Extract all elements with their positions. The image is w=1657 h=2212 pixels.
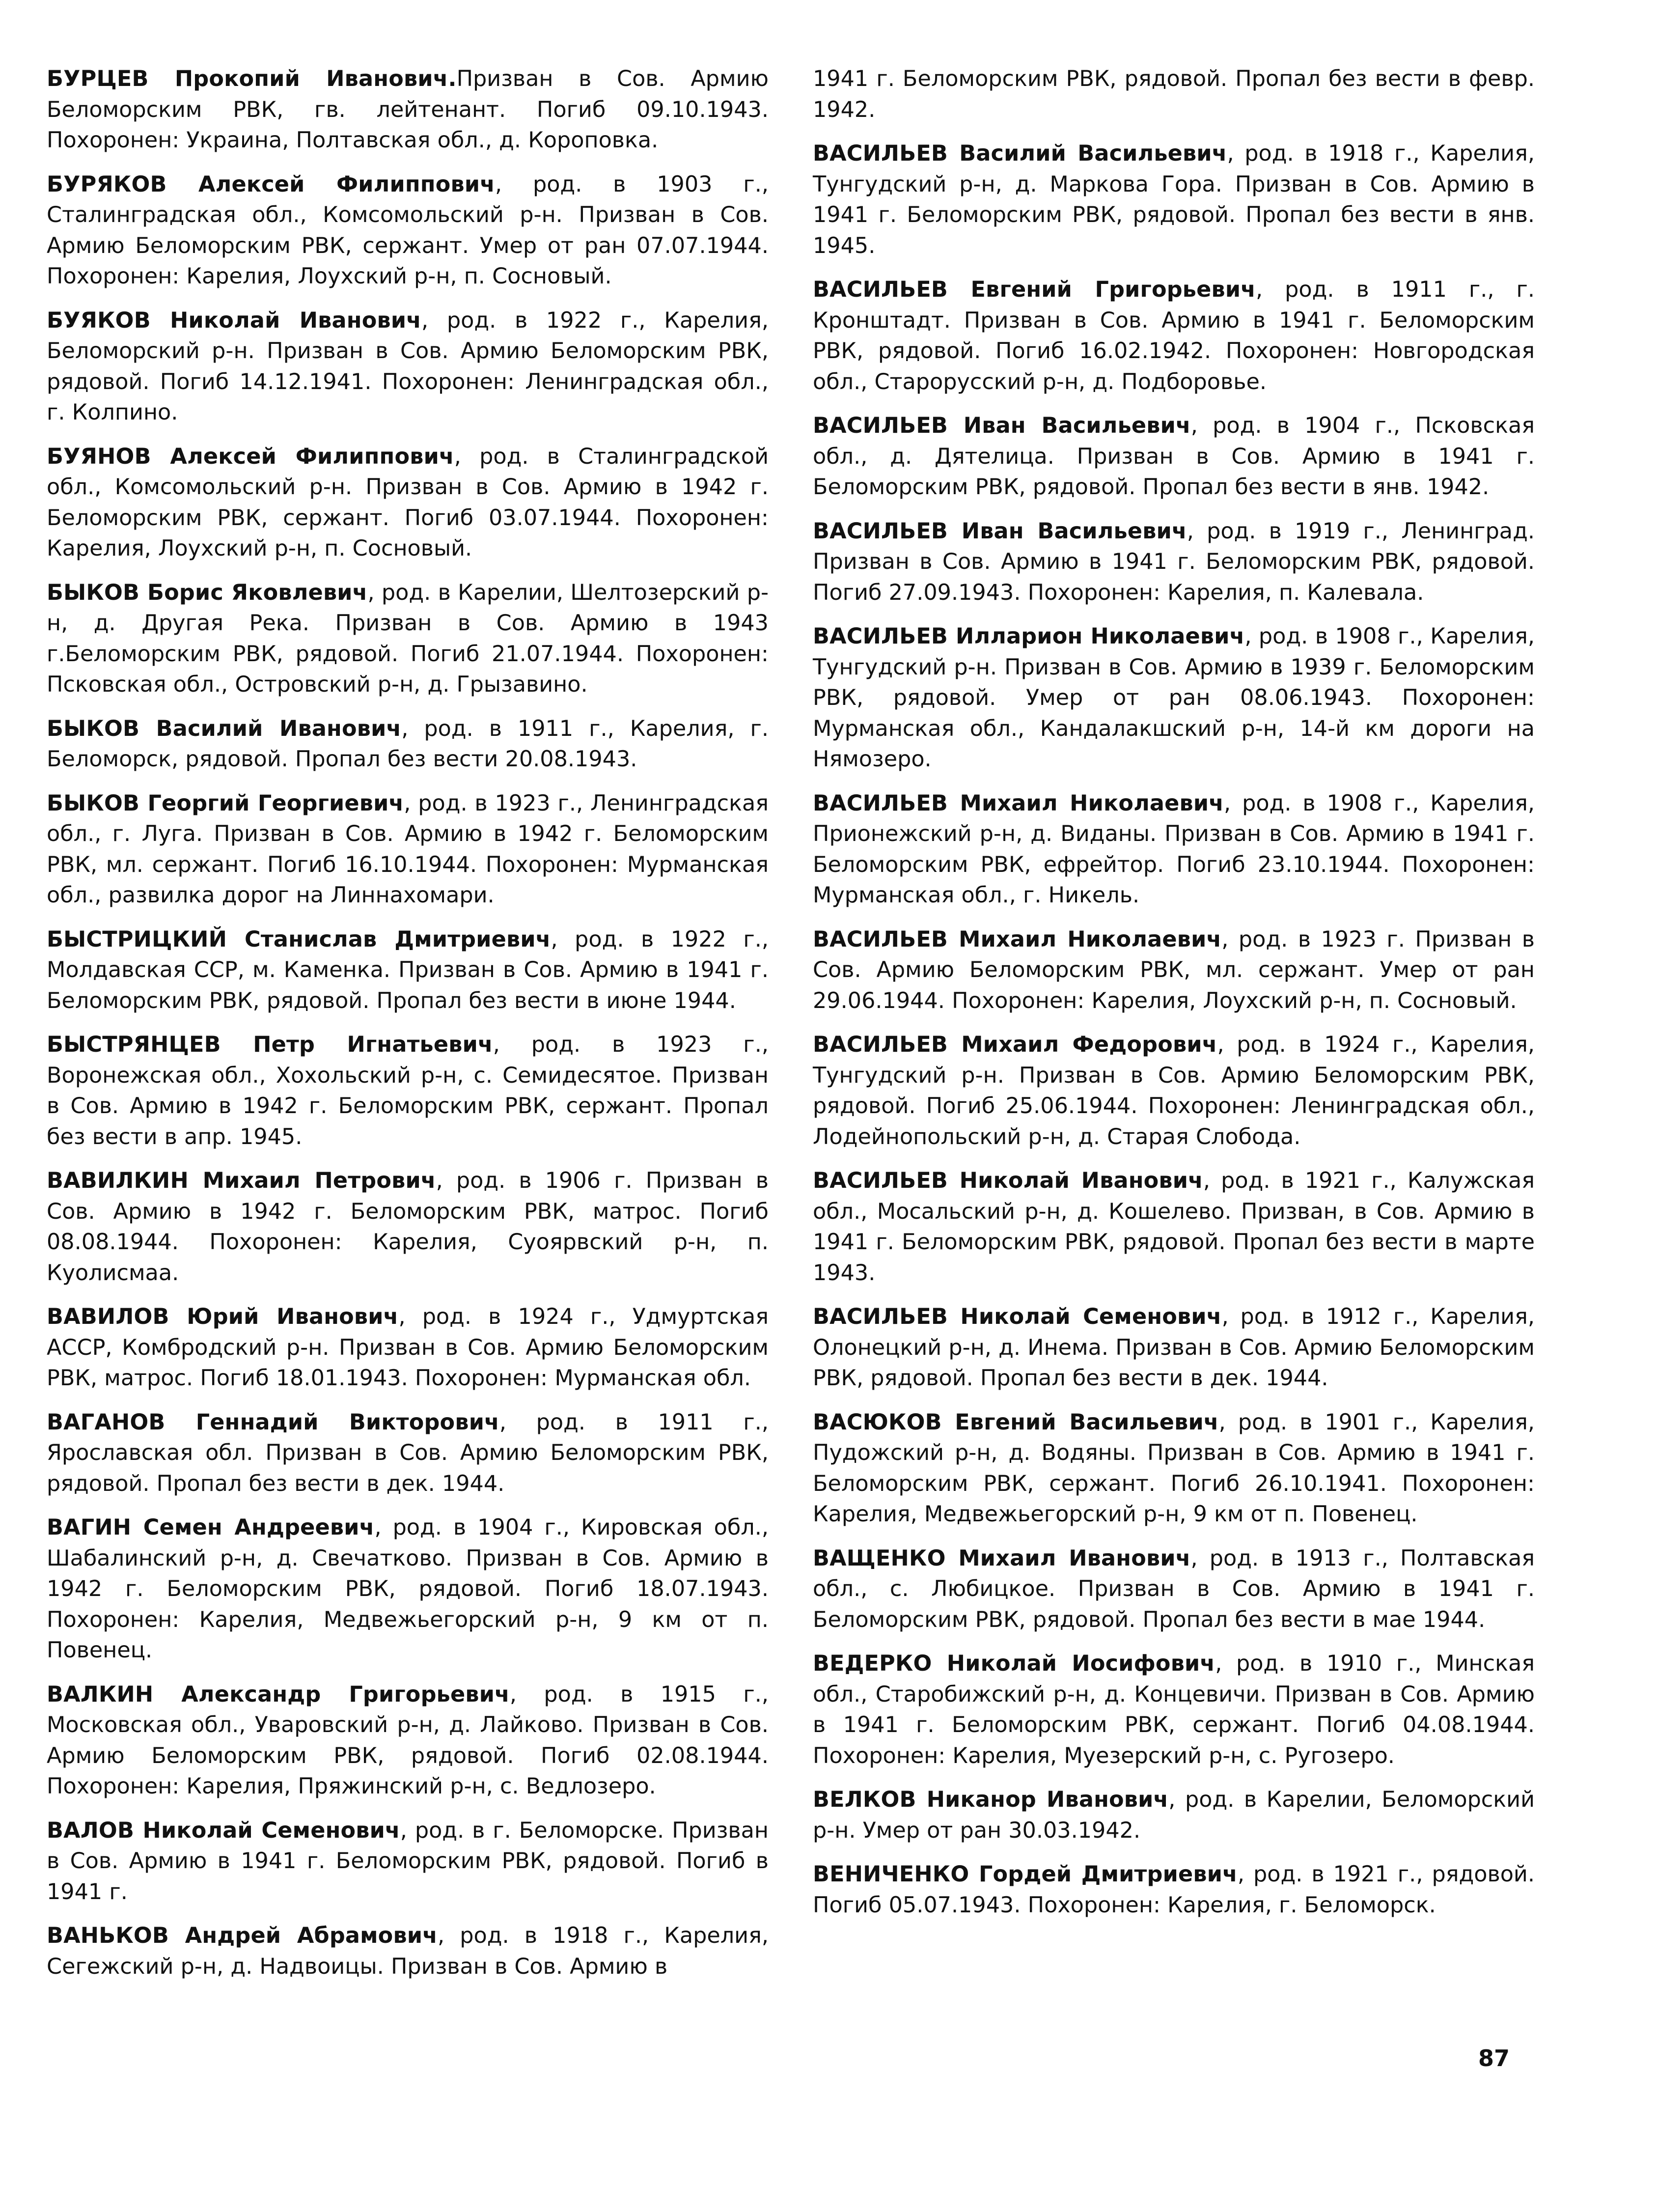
entry-details: , род. в 1906 г. Призван в Сов. Армию в 1942 г. Беломорским РВК, матрос. Погиб 08.08.1944. Похоронен: Карелия, Суоярвский р-н, п. Куолисмаа. bbox=[47, 1168, 769, 1286]
entry-details: , род. в 1922 г., Карелия, Беломорский р-н. Призван в Сов. Армию Беломорским РВК, рядовой. Погиб 14.12.1941. Похоронен: Ленинградская обл., г. Колпино. bbox=[47, 308, 769, 425]
register-entry bbox=[47, 1030, 769, 1152]
person-name: ВАСИЛЬЕВ Михаил Николаевич bbox=[813, 926, 1222, 952]
person-name: ВАСИЛЬЕВ Илларион Николаевич bbox=[813, 624, 1245, 649]
entry-details: Призван в Сов. Армию Беломорским РВК, гв. лейтенант. Погиб 09.10.1943. Похоронен: Украина, Полтавская обл., д. Короповка. bbox=[47, 66, 769, 153]
entry-details: , род. в 1904 г., Псковская обл., д. Дятелица. Призван в Сов. Армию в 1941 г. Беломорским РВК, рядовой. Пропал без вести в янв. 1942. bbox=[813, 413, 1535, 500]
person-name: БЫКОВ Борис Яковлевич bbox=[47, 580, 368, 605]
entry-details: , род. в 1901 г., Карелия, Пудожский р-н, д. Водяны. Призван в Сов. Армию в 1941 г. Беломорским РВК, сержант. Погиб 26.10.1941. Похоронен: Карелия, Медвежьегорский р-н, 9 км от п. Повенец. bbox=[813, 1409, 1535, 1527]
person-name: ВАСИЛЬЕВ Евгений Григорьевич bbox=[813, 277, 1256, 302]
entry-details: , род. в 1912 г., Карелия, Олонецкий р-н, д. Инема. Призван в Сов. Армию Беломорским РВК, рядовой. Пропал без вести в дек. 1944. bbox=[813, 1304, 1535, 1391]
register-entry bbox=[47, 64, 769, 156]
person-name: ВАСЮКОВ Евгений Васильевич bbox=[813, 1409, 1219, 1435]
entry-details: , род. в 1923 г. Призван в Сов. Армию Беломорским РВК, мл. сержант. Умер от ран 29.06.1944. Похоронен: Карелия, Лоухский р-н, п. Сосновый. bbox=[813, 926, 1535, 1013]
entry-details: , род. в Карелии, Беломорский р-н. Умер от ран 30.03.1942. bbox=[813, 1787, 1535, 1843]
right-column bbox=[813, 64, 1535, 1934]
entry-details: , род. в 1915 г., Московская обл., Уваровский р-н, д. Лайково. Призван в Сов. Армию Беломорским РВК, рядовой. Погиб 02.08.1944. Похоронен: Карелия, Пряжинский р-н, с. Ведлозеро. bbox=[47, 1681, 769, 1799]
person-name: БУРЦЕВ Прокопий Иванович. bbox=[47, 66, 457, 91]
entry-details: , род. в г. Беломорске. Призван в Сов. Армию в 1941 г. Беломорским РВК, рядовой. Погиб в 1941 г. bbox=[47, 1818, 769, 1904]
entry-details: , род. в 1924 г., Карелия, Тунгудский р-н. Призван в Сов. Армию Беломорским РВК, рядовой. Погиб 25.06.1944. Похоронен: Ленинградская обл., Лодейнопольский р-н, д. Старая Слобода. bbox=[813, 1032, 1535, 1149]
register-entry bbox=[47, 788, 769, 911]
left-column bbox=[47, 64, 769, 1995]
entry-details: , род. в 1918 г., Карелия, Тунгудский р-н, д. Маркова Гора. Призван в Сов. Армию в 1941 г. Беломорским РВК, рядовой. Пропал без вести в янв. 1945. bbox=[813, 141, 1535, 258]
register-entry bbox=[47, 1166, 769, 1288]
entry-details: , род. в 1903 г., Сталинградская обл., Комсомольский р-н. Призван в Сов. Армию Беломорским РВК, сержант. Умер от ран 07.07.1944. Похоронен: Карелия, Лоухский р-н, п. Сосновый. bbox=[47, 171, 769, 289]
entry-details: , род. в 1923 г., Ленинградская обл., г. Луга. Призван в Сов. Армию в 1942 г. Беломорским РВК, мл. сержант. Погиб 16.10.1944. Похоронен: Мурманская обл., развилка дорог на Линнахомари. bbox=[47, 790, 769, 908]
page-number: 87 bbox=[1478, 2045, 1510, 2072]
register-entry bbox=[47, 1921, 769, 1982]
register-entry bbox=[813, 621, 1535, 775]
entry-details: , род. в 1910 г., Минская обл., Старобижский р-н, д. Концевичи. Призван в Сов. Армию в 1941 г. Беломорским РВК, сержант. Погиб 04.08.1944. Похоронен: Карелия, Муезерский р-н, с. Ругозеро. bbox=[813, 1651, 1535, 1768]
entry-details: , род. в 1918 г., Карелия, Сегежский р-н, д. Надвоицы. Призван в Сов. Армию в bbox=[47, 1923, 769, 1979]
register-entry bbox=[47, 1816, 769, 1908]
register-entry bbox=[813, 1543, 1535, 1636]
register-entry bbox=[813, 1302, 1535, 1394]
entry-details: , род. в 1923 г., Воронежская обл., Хохольский р-н, с. Семидесятое. Призван в Сов. Армию в 1942 г. Беломорским РВК, сержант. Пропал без вести в апр. 1945. bbox=[47, 1032, 769, 1149]
person-name: ВАЛОВ Николай Семенович bbox=[47, 1818, 400, 1843]
person-name: БУРЯКОВ Алексей Филиппович bbox=[47, 171, 495, 197]
entry-details: , род. в 1911 г., Карелия, г. Беломорск, рядовой. Пропал без вести 20.08.1943. bbox=[47, 716, 769, 772]
person-name: ВАГАНОВ Геннадий Викторович bbox=[47, 1409, 499, 1435]
register-entry bbox=[813, 788, 1535, 911]
person-name: ВАСИЛЬЕВ Михаил Николаевич bbox=[813, 790, 1224, 816]
entry-details: 1941 г. Беломорским РВК, рядовой. Пропал без вести в февр. 1942. bbox=[813, 66, 1535, 122]
person-name: ВАСИЛЬЕВ Михаил Федорович bbox=[813, 1032, 1217, 1057]
person-name: ВАСИЛЬЕВ Иван Васильевич bbox=[813, 413, 1191, 438]
person-name: ВАСИЛЬЕВ Василий Васильевич bbox=[813, 141, 1227, 166]
register-entry bbox=[47, 1512, 769, 1666]
entry-details: , род. в 1922 г., Молдавская ССР, м. Каменка. Призван в Сов. Армию в 1941 г. Беломорским РВК, рядовой. Пропал без вести в июне 1944. bbox=[47, 926, 769, 1013]
register-entry bbox=[47, 578, 769, 700]
register-entry bbox=[813, 139, 1535, 261]
register-entry bbox=[813, 1785, 1535, 1846]
register-entry bbox=[813, 1166, 1535, 1288]
register-entry bbox=[813, 275, 1535, 397]
entry-details: , род. в 1924 г., Удмуртская АССР, Комбродский р-н. Призван в Сов. Армию Беломорским РВК, матрос. Погиб 18.01.1943. Похоронен: Мурманская обл. bbox=[47, 1304, 769, 1391]
entry-details: , род. в Сталинградской обл., Комсомольский р-н. Призван в Сов. Армию в 1942 г. Беломорским РВК, сержант. Погиб 03.07.1944. Похоронен: Карелия, Лоухский р-н, п. Сосновый. bbox=[47, 444, 769, 561]
register-entry bbox=[813, 516, 1535, 609]
register-entry bbox=[47, 442, 769, 564]
person-name: БЫСТРИЦКИЙ Станислав Дмитриевич bbox=[47, 926, 551, 952]
person-name: БЫКОВ Василий Иванович bbox=[47, 716, 402, 741]
register-entry bbox=[47, 924, 769, 1017]
entry-details: , род. в 1921 г., Калужская обл., Мосальский р-н, д. Кошелево. Призван, в Сов. Армию в 1941 г. Беломорским РВК, рядовой. Пропал без вести в марте 1943. bbox=[813, 1168, 1535, 1286]
person-name: ВЕЛКОВ Никанор Иванович bbox=[813, 1787, 1169, 1812]
register-entry bbox=[47, 1407, 769, 1500]
person-name: БУЯНОВ Алексей Филиппович bbox=[47, 444, 454, 469]
register-entry bbox=[813, 411, 1535, 503]
entry-details: , род. в 1904 г., Кировская обл., Шабалинский р-н, д. Свечатково. Призван в Сов. Армию в 1942 г. Беломорским РВК, рядовой. Погиб 18.07.1943. Похоронен: Карелия, Медвежьегорский р-н, 9 км от п. Повенец. bbox=[47, 1515, 769, 1663]
register-entry bbox=[47, 169, 769, 292]
person-name: БЫКОВ Георгий Георгиевич bbox=[47, 790, 404, 816]
register-entry bbox=[813, 1859, 1535, 1921]
person-name: ВАЛКИН Александр Григорьевич bbox=[47, 1681, 510, 1707]
entry-details: , род. в 1908 г., Карелия, Тунгудский р-н. Призван в Сов. Армию в 1939 г. Беломорским РВК, рядовой. Умер от ран 08.06.1943. Похоронен: Мурманская обл., Кандалакшский р-н, 14-й км дороги на Нямозеро. bbox=[813, 624, 1535, 772]
register-entry bbox=[813, 64, 1535, 125]
person-name: БЫСТРЯНЦЕВ Петр Игнатьевич bbox=[47, 1032, 493, 1057]
register-entry bbox=[813, 1649, 1535, 1771]
register-entry bbox=[47, 1680, 769, 1802]
entry-details: , род. в 1911 г., Ярославская обл. Призван в Сов. Армию Беломорским РВК, рядовой. Пропал без вести в дек. 1944. bbox=[47, 1409, 769, 1496]
person-name: БУЯКОВ Николай Иванович bbox=[47, 308, 421, 333]
person-name: ВАЩЕНКО Михаил Иванович bbox=[813, 1545, 1191, 1571]
entry-details: , род. в 1921 г., рядовой. Погиб 05.07.1943. Похоронен: Карелия, г. Беломорск. bbox=[813, 1862, 1535, 1918]
entry-details: , род. в 1919 г., Ленинград. Призван в Сов. Армию в 1941 г. Беломорским РВК, рядовой. Погиб 27.09.1943. Похоронен: Карелия, п. Калевала. bbox=[813, 518, 1535, 605]
entry-details: , род. в 1911 г., г. Кронштадт. Призван в Сов. Армию в 1941 г. Беломорским РВК, рядовой. Погиб 16.02.1942. Похоронен: Новгородская обл., Старорусский р-н, д. Подборовье. bbox=[813, 277, 1535, 394]
register-entry bbox=[813, 924, 1535, 1017]
person-name: ВАВИЛКИН Михаил Петрович bbox=[47, 1168, 436, 1193]
person-name: ВАСИЛЬЕВ Николай Семенович bbox=[813, 1304, 1222, 1329]
person-name: ВЕНИЧЕНКО Гордей Дмитриевич bbox=[813, 1862, 1238, 1887]
person-name: ВАВИЛОВ Юрий Иванович bbox=[47, 1304, 399, 1329]
person-name: ВАГИН Семен Андреевич bbox=[47, 1515, 375, 1540]
person-name: ВАСИЛЬЕВ Иван Васильевич bbox=[813, 518, 1187, 544]
person-name: ВЕДЕРКО Николай Иосифович bbox=[813, 1651, 1215, 1676]
register-entry bbox=[813, 1407, 1535, 1530]
entry-details: , род. в Карелии, Шелтозерский р-н, д. Другая Река. Призван в Сов. Армию в 1943 г.Беломорским РВК, рядовой. Погиб 21.07.1944. Похоронен: Псковская обл., Островский р-н, д. Грызавино. bbox=[47, 580, 769, 697]
entry-details: , род. в 1908 г., Карелия, Прионежский р-н, д. Виданы. Призван в Сов. Армию в 1941 г. Беломорским РВК, ефрейтор. Погиб 23.10.1944. Похоронен: Мурманская обл., г. Никель. bbox=[813, 790, 1535, 908]
register-entry bbox=[47, 306, 769, 428]
register-entry bbox=[47, 714, 769, 775]
person-name: ВАСИЛЬЕВ Николай Иванович bbox=[813, 1168, 1203, 1193]
register-entry bbox=[813, 1030, 1535, 1152]
person-name: ВАНЬКОВ Андрей Абрамович bbox=[47, 1923, 438, 1948]
register-entry bbox=[47, 1302, 769, 1394]
entry-details: , род. в 1913 г., Полтавская обл., с. Любицкое. Призван в Сов. Армию в 1941 г. Беломорским РВК, рядовой. Пропал без вести в мае 1944. bbox=[813, 1545, 1535, 1632]
